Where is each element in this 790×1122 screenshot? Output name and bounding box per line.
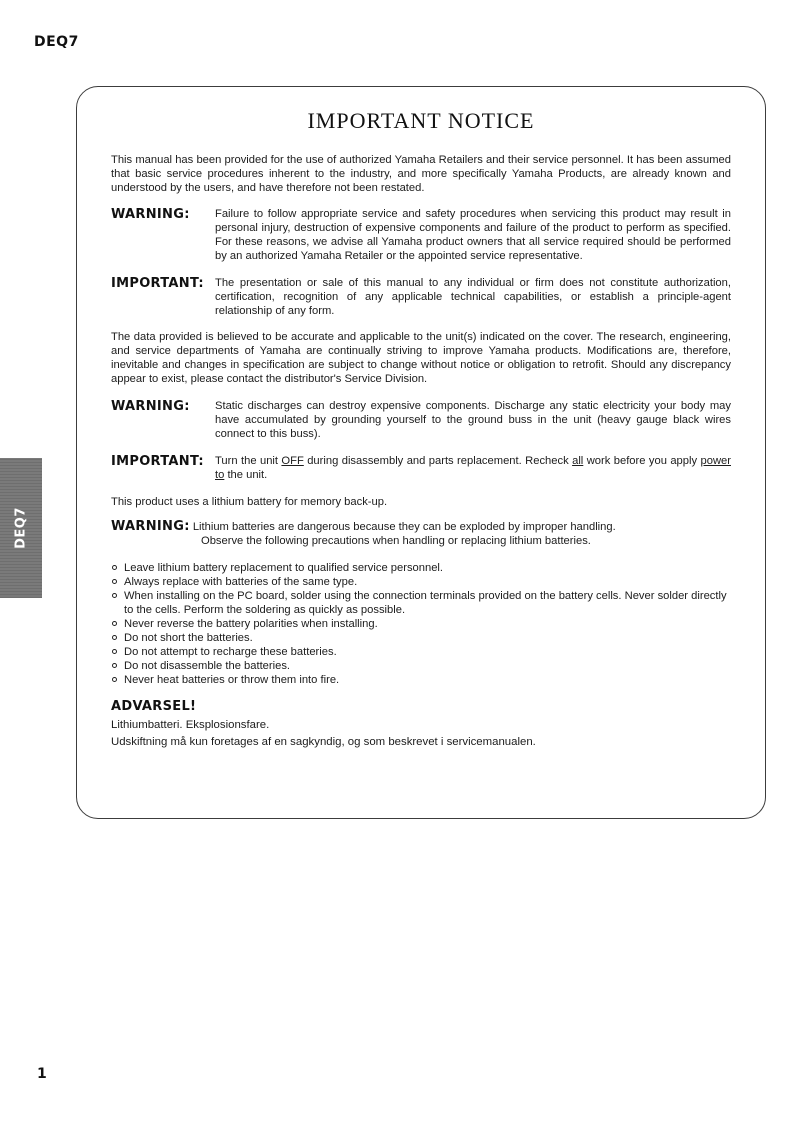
list-item	[111, 631, 731, 645]
advarsel-title: ADVARSEL!	[111, 699, 197, 714]
warning-text: Static discharges can destroy expensive components. Discharge any static electricity your body may have accumulated by grounding yourself to the ground buss in the unit (heavy gauge black wires connect to this buss).	[215, 400, 731, 440]
list-item	[111, 673, 731, 687]
lithium-intro: This product uses a lithium battery for memory back-up.	[111, 496, 388, 508]
warning-block-lithium	[111, 519, 731, 548]
warning-line-2: Observe the following precautions when handling or replacing lithium batteries.	[201, 535, 591, 547]
bullet-icon	[112, 649, 117, 654]
warning-label: WARNING:	[111, 519, 190, 534]
underlined-off: OFF	[281, 455, 304, 467]
important-block-power	[111, 454, 731, 482]
data-accuracy-paragraph: The data provided is believed to be accurate and applicable to the unit(s) indicated on the cover. The research, engineering, and service departments of Yamaha are continually striving to improve Yamaha products. Modifications are, therefore, inevitable and changes in specification are subject to change without notice or obligation to retrofit. Should any discrepancy appear to exist, please contact the distributor's Service Division.	[111, 331, 731, 385]
underlined-all: all	[572, 455, 584, 467]
important-text	[215, 454, 731, 482]
list-item-text: Do not attempt to recharge these batteries.	[124, 646, 337, 658]
list-item-text: Do not short the batteries.	[124, 632, 253, 644]
underlined-power-to: power to	[215, 455, 731, 481]
advarsel-line-1: Lithiumbatteri. Eksplosionsfare.	[111, 719, 270, 731]
list-item	[111, 561, 731, 575]
notice-content	[111, 108, 731, 752]
list-item	[111, 645, 731, 659]
important-text-part: Turn the unit	[215, 455, 282, 467]
list-item-text: When installing on the PC board, solder using the connection terminals provided on the battery cells. Never solder directly to the cells. Perform the soldering as quickly as possible.	[124, 590, 727, 616]
notice-title: IMPORTANT NOTICE	[307, 108, 535, 133]
important-block-presentation	[111, 276, 731, 318]
document-id: DEQ7	[34, 34, 79, 50]
warning-label: WARNING:	[111, 207, 190, 222]
important-label: IMPORTANT:	[111, 276, 204, 291]
warning-label: WARNING:	[111, 399, 190, 414]
important-text-part: the unit.	[224, 469, 268, 481]
bullet-icon	[112, 593, 117, 598]
list-item	[111, 617, 731, 631]
precautions-list	[111, 561, 731, 687]
list-item-text: Never reverse the battery polarities when installing.	[124, 618, 378, 630]
warning-line-1: Lithium batteries are dangerous because they can be exploded by improper handling.	[192, 521, 616, 533]
list-item-text: Always replace with batteries of the same type.	[124, 576, 358, 588]
page-number: 1	[37, 1066, 47, 1082]
bullet-icon	[112, 565, 117, 570]
intro-paragraph: This manual has been provided for the use of authorized Yamaha Retailers and their service personnel. It has been assumed that basic service procedures inherent to the industry, and more specifically Yamaha Products, are already known and understood by the users, and have therefore not been restated.	[111, 154, 731, 194]
important-text-part: work before you apply	[583, 455, 701, 467]
bullet-icon	[112, 677, 117, 682]
warning-text: Failure to follow appropriate service and safety procedures when servicing this product may result in personal injury, destruction of expensive components and failure of the product to perform as specified. For these reasons, we advise all Yamaha product owners that all service required should be performed by an authorized Yamaha Retailer or the appointed service representative.	[215, 208, 731, 262]
list-item-text: Leave lithium battery replacement to qualified service personnel.	[124, 562, 444, 574]
side-tab-label: DEQ7	[13, 507, 29, 549]
warning-block-static	[111, 399, 731, 441]
bullet-icon	[112, 663, 117, 668]
list-item-text: Never heat batteries or throw them into fire.	[124, 674, 340, 686]
important-text: The presentation or sale of this manual to any individual or firm does not constitute authorization, certification, recognition of any applicable technical capabilities, or establish a principle-agent relationship of any form.	[215, 277, 731, 317]
bullet-icon	[112, 579, 117, 584]
warning-block-service	[111, 207, 731, 263]
important-label: IMPORTANT:	[111, 454, 204, 469]
advarsel-line-2: Udskiftning må kun foretages af en sagkyndig, og som beskrevet i servicemanualen.	[111, 736, 536, 748]
important-text-part: during disassembly and parts replacement. Recheck	[303, 455, 573, 467]
list-item-text: Do not disassemble the batteries.	[124, 660, 291, 672]
list-item	[111, 659, 731, 673]
bullet-icon	[112, 621, 117, 626]
list-item	[111, 589, 731, 617]
list-item	[111, 575, 731, 589]
section-side-tab	[0, 458, 42, 598]
bullet-icon	[112, 635, 117, 640]
